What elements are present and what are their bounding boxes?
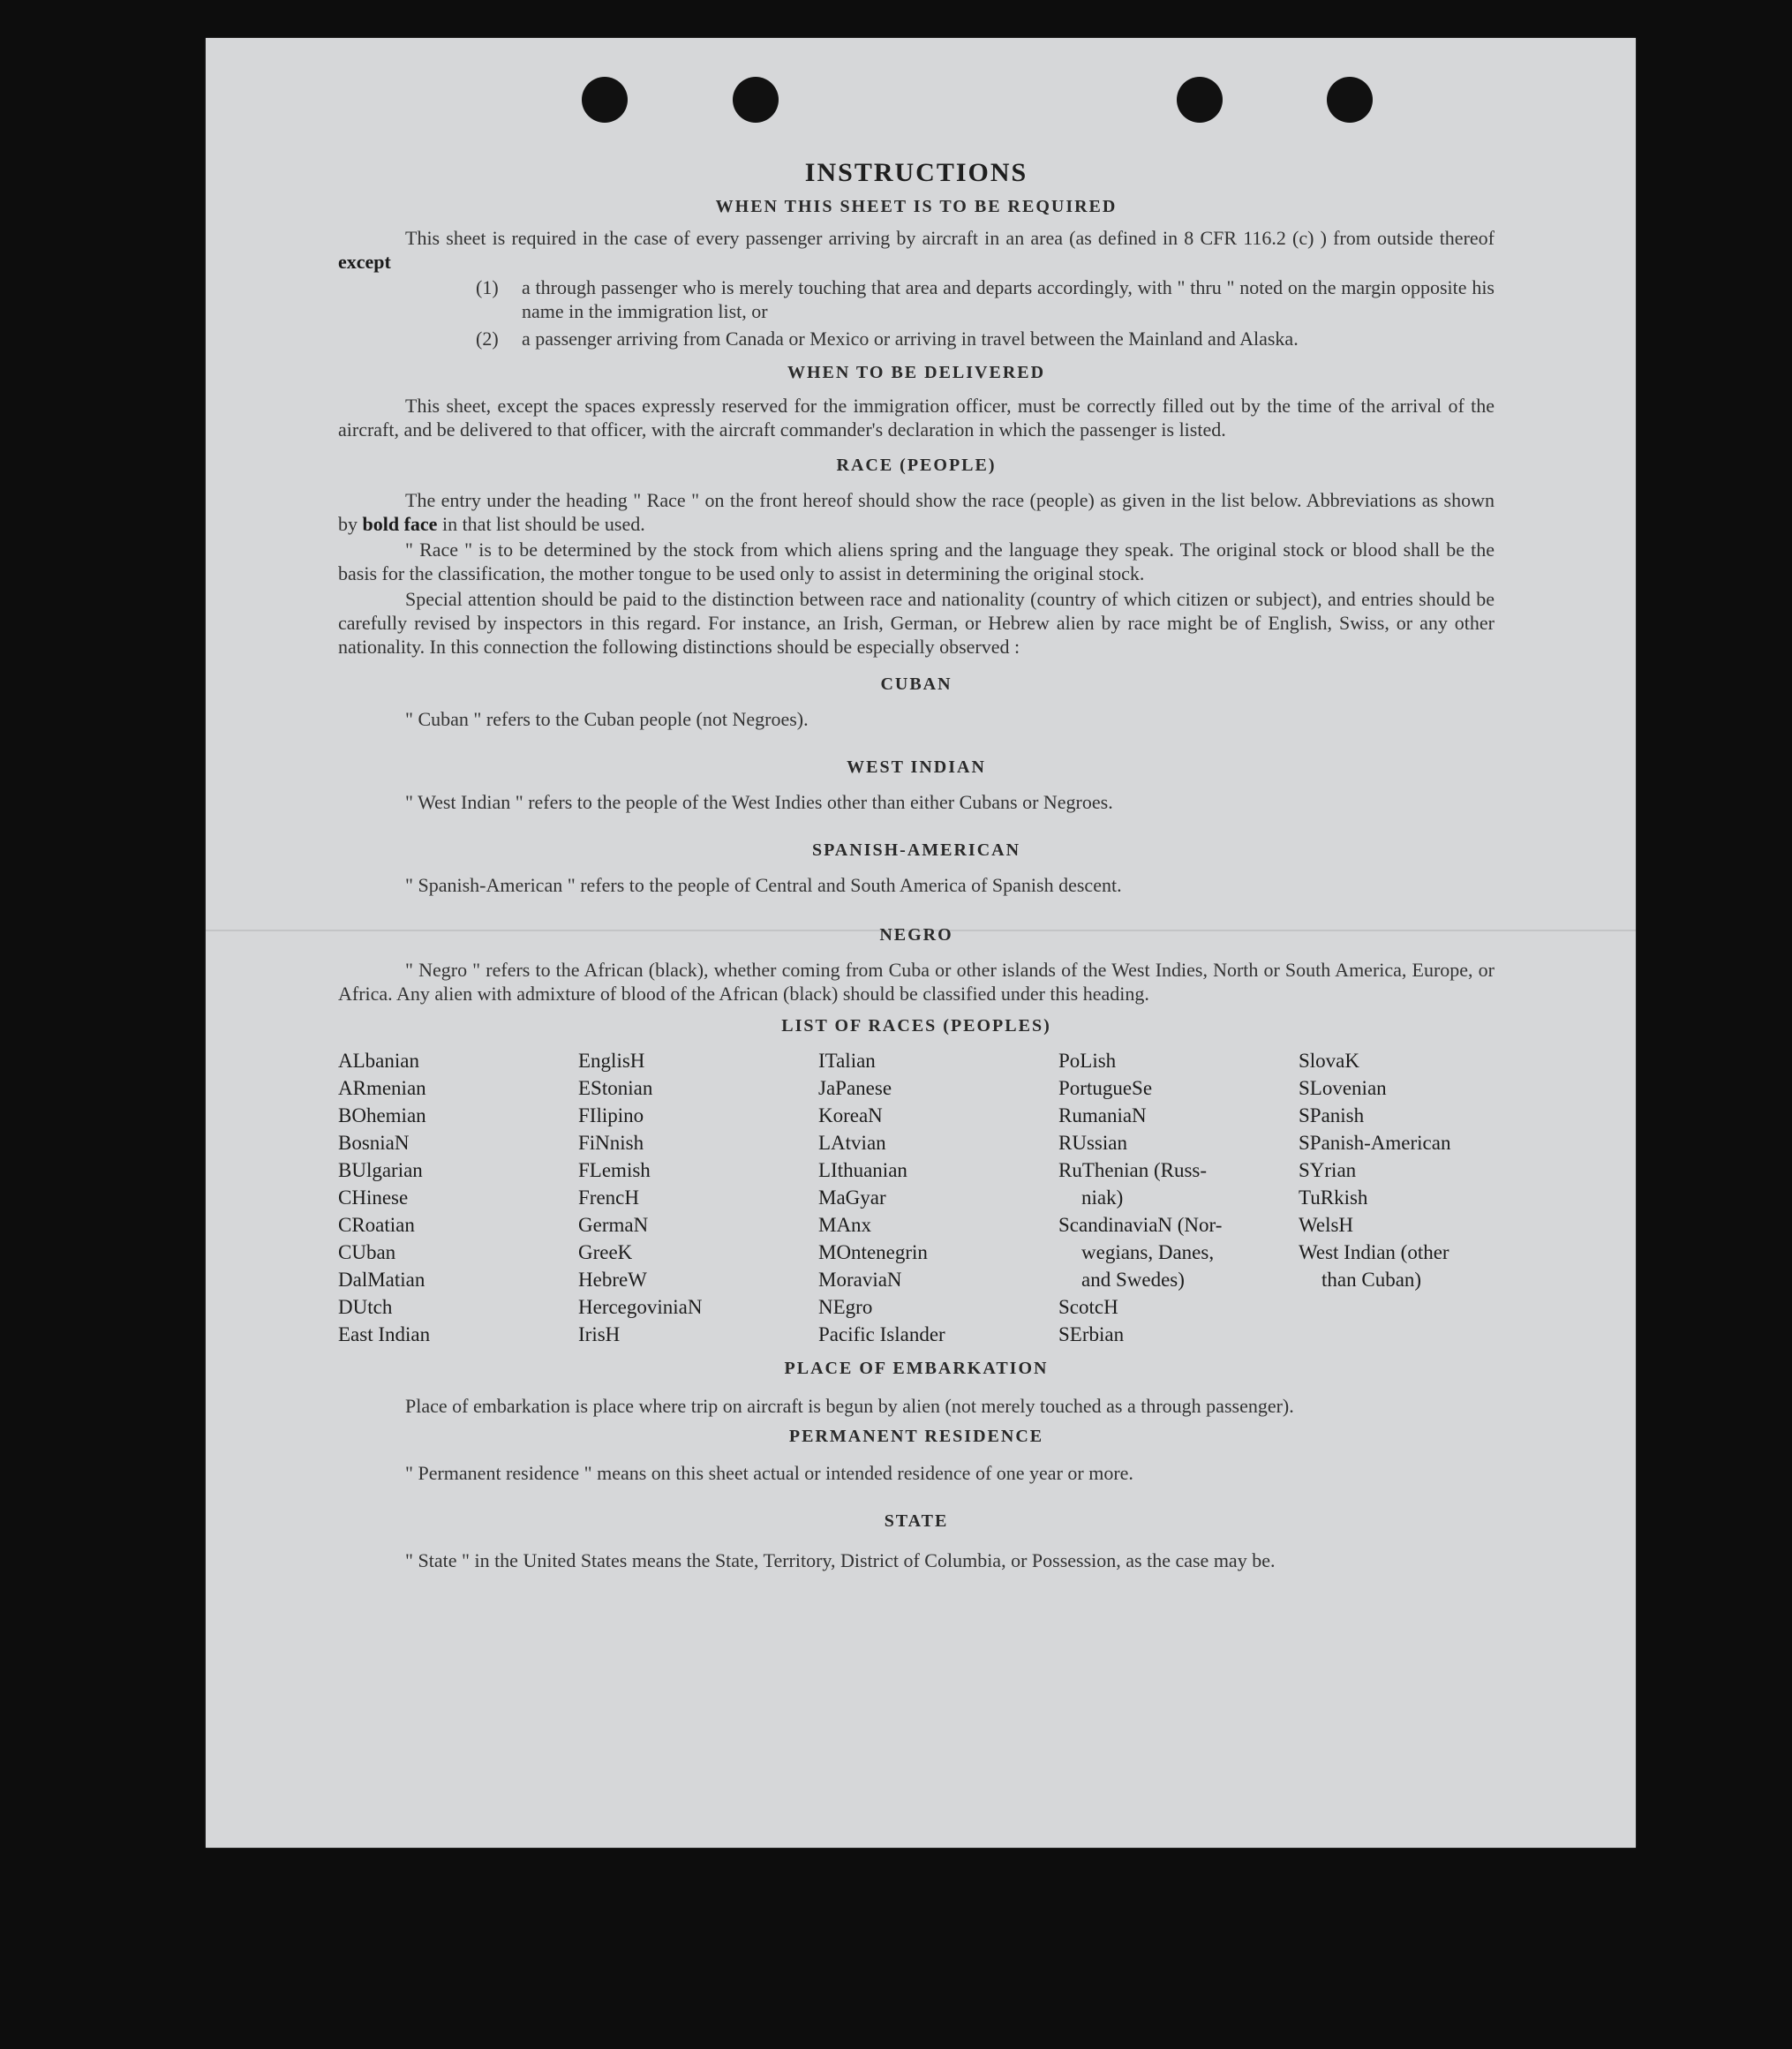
race-entry: niak) [1081, 1186, 1124, 1209]
race-entry: HebreW [578, 1269, 647, 1291]
heading-spanish-american: SPANISH-AMERICAN [811, 840, 1021, 860]
heading-cuban: CUBAN [880, 674, 952, 694]
heading-race: RACE (PEOPLE) [836, 456, 997, 475]
cuban-text: " Cuban " refers to the Cuban people (not Negroes). [405, 708, 809, 730]
race-entry: CRoatian [338, 1214, 415, 1236]
race-entry: IrisH [578, 1323, 621, 1345]
race-entry: WelsH [1299, 1214, 1354, 1236]
race-entry: GreeK [578, 1241, 633, 1263]
race-entry: HercegoviniaN [578, 1296, 703, 1318]
race-entry: LAtvian [818, 1132, 886, 1154]
exception-item [338, 275, 1495, 323]
heading-list-of-races: LIST OF RACES (PEOPLES) [781, 1016, 1051, 1036]
race-paragraph-2: " Race " is to be determined by the stock from which aliens spring and the language they speak. The original stock or blood shall be the basis for the classification, the mother tongue to be used only to assist in determining the original stock. [338, 539, 1495, 584]
race-entry: NEgro [818, 1296, 873, 1318]
race-entry: BOhemian [338, 1104, 426, 1126]
heading-west-indian: WEST INDIAN [847, 757, 986, 777]
race-entry: EnglisH [578, 1050, 645, 1072]
races-column [578, 1047, 818, 1348]
race-entry: East Indian [338, 1323, 431, 1345]
race-entry: ScotcH [1058, 1296, 1118, 1318]
race-entry: BosniaN [338, 1132, 410, 1154]
race-entry: GermaN [578, 1214, 649, 1236]
races-column [1058, 1047, 1299, 1348]
race-entry: RuThenian (Russ- [1058, 1159, 1208, 1181]
race-entry: FiNnish [578, 1132, 644, 1154]
state-text: " State " in the United States means the State, Territory, District of Columbia, or Possession, as the case may be. [405, 1549, 1276, 1571]
race-entry: SYrian [1299, 1159, 1357, 1181]
race-entry: CHinese [338, 1186, 409, 1209]
when-required-intro: This sheet is required in the case of every passenger arriving by aircraft in an area (as defined in 8 CFR 116.2 (c) ) from outside thereof [405, 227, 1495, 249]
race-entry: KoreaN [818, 1104, 883, 1126]
race-entry: SPanish [1299, 1104, 1365, 1126]
exception-text: a through passenger who is merely touching that area and departs accordingly, with " thru " noted on the margin opposite his name in the immigration list, or [522, 276, 1495, 322]
race-entry: West Indian (other [1299, 1241, 1449, 1263]
punch-hole [582, 77, 628, 123]
race-entry: FrencH [578, 1186, 639, 1209]
race-entry: Pacific Islander [818, 1323, 945, 1345]
race-entry: FIlipino [578, 1104, 644, 1126]
race-entry: ALbanian [338, 1050, 419, 1072]
race-paragraph-3: Special attention should be paid to the distinction between race and nationality (country of which citizen or subject), and entries should be carefully revised by inspectors in this regard. For instance, an Irish, German, or Hebrew alien by race might be of English, Swiss, or any other nationality. In this connection the following distinctions should be especially observed : [338, 588, 1495, 658]
race-entry: DUtch [338, 1296, 393, 1318]
race-paragraph-1 [338, 488, 1495, 536]
instructions-content [338, 158, 1495, 1577]
race-entry: PortugueSe [1058, 1077, 1153, 1099]
when-required-text [338, 226, 1495, 274]
exception-number: (2) [476, 328, 499, 350]
race-entry: and Swedes) [1081, 1269, 1185, 1291]
races-column [1299, 1047, 1495, 1348]
race-entry: SLovenian [1299, 1077, 1387, 1099]
heading-when-delivered: WHEN TO BE DELIVERED [787, 363, 1046, 382]
races-column [338, 1047, 578, 1348]
heading-when-required: WHEN THIS SHEET IS TO BE REQUIRED [715, 197, 1118, 216]
race-entry: MoraviaN [818, 1269, 902, 1291]
exception-text: a passenger arriving from Canada or Mexico or arriving in travel between the Mainland and Alaska. [522, 328, 1299, 350]
race-entry: PoLish [1058, 1050, 1117, 1072]
race-p1-start: The entry under the heading " Race " on the front hereof should show the race (people) as given in the list below. Abbreviations as shown by [338, 489, 1495, 535]
negro-text: " Negro " refers to the African (black), whether coming from Cuba or other islands of the West Indies, North or South America, Europe, or Africa. Any alien with admixture of blood of the African (black) should be classified under this heading. [338, 959, 1495, 1005]
race-entry: SErbian [1058, 1323, 1125, 1345]
race-entry: JaPanese [818, 1077, 892, 1099]
race-entry: DalMatian [338, 1269, 425, 1291]
heading-negro: NEGRO [879, 925, 953, 945]
race-p1-bold: bold face [362, 513, 438, 535]
page-title: INSTRUCTIONS [804, 158, 1028, 187]
exception-item [338, 327, 1495, 350]
races-column [818, 1047, 1058, 1348]
race-entry: ARmenian [338, 1077, 426, 1099]
race-entry: LIthuanian [818, 1159, 907, 1181]
race-entry: CUban [338, 1241, 396, 1263]
when-delivered-text: This sheet, except the spaces expressly reserved for the immigration officer, must be correctly filled out by the time of the arrival of the aircraft, and be delivered to that officer, with the aircraft commander's declaration in which the passenger is listed. [338, 395, 1495, 441]
west-indian-text: " West Indian " refers to the people of the West Indies other than either Cubans or Negroes. [405, 791, 1113, 813]
race-entry: BUlgarian [338, 1159, 423, 1181]
heading-state: STATE [884, 1511, 949, 1531]
race-entry: MaGyar [818, 1186, 886, 1209]
race-entry: TuRkish [1299, 1186, 1368, 1209]
when-required-except: except [338, 251, 391, 273]
heading-embarkation: PLACE OF EMBARKATION [784, 1359, 1049, 1378]
race-entry: than Cuban) [1321, 1269, 1422, 1291]
punch-hole [1177, 77, 1223, 123]
race-entry: RUssian [1058, 1132, 1127, 1154]
heading-permanent-residence: PERMANENT RESIDENCE [788, 1427, 1044, 1446]
race-entry: MAnx [818, 1214, 872, 1236]
race-p1-end: in that list should be used. [441, 513, 645, 535]
race-entry: ScandinaviaN (Nor- [1058, 1214, 1223, 1236]
race-entry: SPanish-American [1299, 1132, 1451, 1154]
race-entry: FLemish [578, 1159, 651, 1181]
race-entry: RumaniaN [1058, 1104, 1147, 1126]
races-list [338, 1047, 1495, 1348]
race-entry: wegians, Danes, [1081, 1241, 1215, 1263]
permanent-residence-text: " Permanent residence " means on this sheet actual or intended residence of one year or more. [405, 1462, 1133, 1484]
embarkation-text: Place of embarkation is place where trip on aircraft is begun by alien (not merely touched as a through passenger). [405, 1395, 1294, 1417]
race-entry: ITalian [818, 1050, 876, 1072]
document-sheet [206, 38, 1636, 1848]
race-entry: EStonian [578, 1077, 653, 1099]
race-entry: SlovaK [1299, 1050, 1359, 1072]
punch-hole [1327, 77, 1373, 123]
race-entry: MOntenegrin [818, 1241, 928, 1263]
punch-hole [733, 77, 779, 123]
exception-number: (1) [476, 276, 499, 298]
spanish-american-text: " Spanish-American " refers to the people of Central and South America of Spanish descent. [405, 874, 1122, 896]
